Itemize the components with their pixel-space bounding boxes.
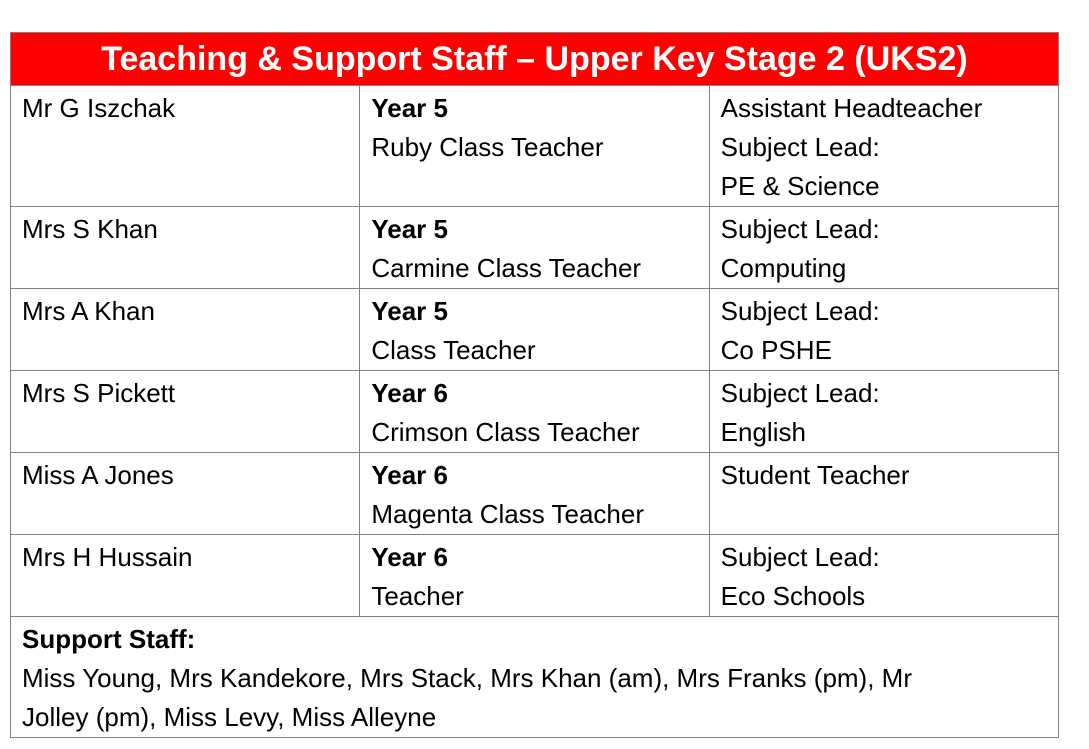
class-label: Magenta Class Teacher: [371, 499, 644, 529]
support-names-line: Jolley (pm), Miss Levy, Miss Alleyne: [22, 702, 437, 732]
role-line: English: [720, 417, 806, 447]
staff-class-cell: [360, 371, 709, 453]
staff-name-cell: Mr G Iszchak: [11, 86, 360, 207]
year-label: Year 6: [371, 460, 448, 490]
staff-class-cell: [360, 535, 709, 617]
title-row: [11, 33, 1059, 86]
staff-role-cell: [709, 371, 1058, 453]
table-row: [11, 86, 1059, 207]
staff-role-cell: [709, 207, 1058, 289]
year-label: Year 6: [371, 378, 448, 408]
role-line: Assistant Headteacher: [720, 93, 983, 123]
table-row: [11, 371, 1059, 453]
table-row: [11, 453, 1059, 535]
role-line: Eco Schools: [720, 581, 866, 611]
class-label: Teacher: [371, 581, 464, 611]
staff-class-cell: [360, 86, 709, 207]
class-label: Class Teacher: [371, 335, 536, 365]
year-label: Year 5: [371, 296, 448, 326]
table-row: [11, 535, 1059, 617]
staff-role-cell: [709, 453, 1058, 535]
table-row: [11, 289, 1059, 371]
staff-name-cell: Mrs S Pickett: [11, 371, 360, 453]
role-line: Student Teacher: [720, 460, 910, 490]
staff-class-cell: [360, 207, 709, 289]
staff-role-cell: [709, 86, 1058, 207]
staff-role-cell: [709, 289, 1058, 371]
role-line: Co PSHE: [720, 335, 832, 365]
staff-class-cell: [360, 289, 709, 371]
table-title: Teaching & Support Staff – Upper Key Stage 2 (UKS2): [11, 33, 1059, 86]
support-names-line: Miss Young, Mrs Kandekore, Mrs Stack, Mrs Khan (am), Mrs Franks (pm), Mr: [22, 663, 912, 693]
staff-role-cell: [709, 535, 1058, 617]
role-line: Subject Lead:: [720, 132, 880, 162]
class-label: Crimson Class Teacher: [371, 417, 640, 447]
staff-table: [10, 32, 1059, 738]
staff-class-cell: [360, 453, 709, 535]
role-line: Subject Lead:: [720, 214, 880, 244]
year-label: Year 5: [371, 214, 448, 244]
support-staff-cell: [11, 617, 1059, 738]
role-line: Subject Lead:: [720, 378, 880, 408]
support-row: [11, 617, 1059, 738]
staff-name-cell: Miss A Jones: [11, 453, 360, 535]
table-row: [11, 207, 1059, 289]
role-line: PE & Science: [720, 171, 880, 201]
role-line: Subject Lead:: [720, 542, 880, 572]
class-label: Ruby Class Teacher: [371, 132, 604, 162]
support-heading: Support Staff:: [22, 624, 196, 654]
year-label: Year 6: [371, 542, 448, 572]
role-line: Computing: [720, 253, 847, 283]
role-line: Subject Lead:: [720, 296, 880, 326]
staff-name-cell: Mrs H Hussain: [11, 535, 360, 617]
staff-name-cell: Mrs A Khan: [11, 289, 360, 371]
year-label: Year 5: [371, 93, 448, 123]
staff-name-cell: Mrs S Khan: [11, 207, 360, 289]
class-label: Carmine Class Teacher: [371, 253, 642, 283]
